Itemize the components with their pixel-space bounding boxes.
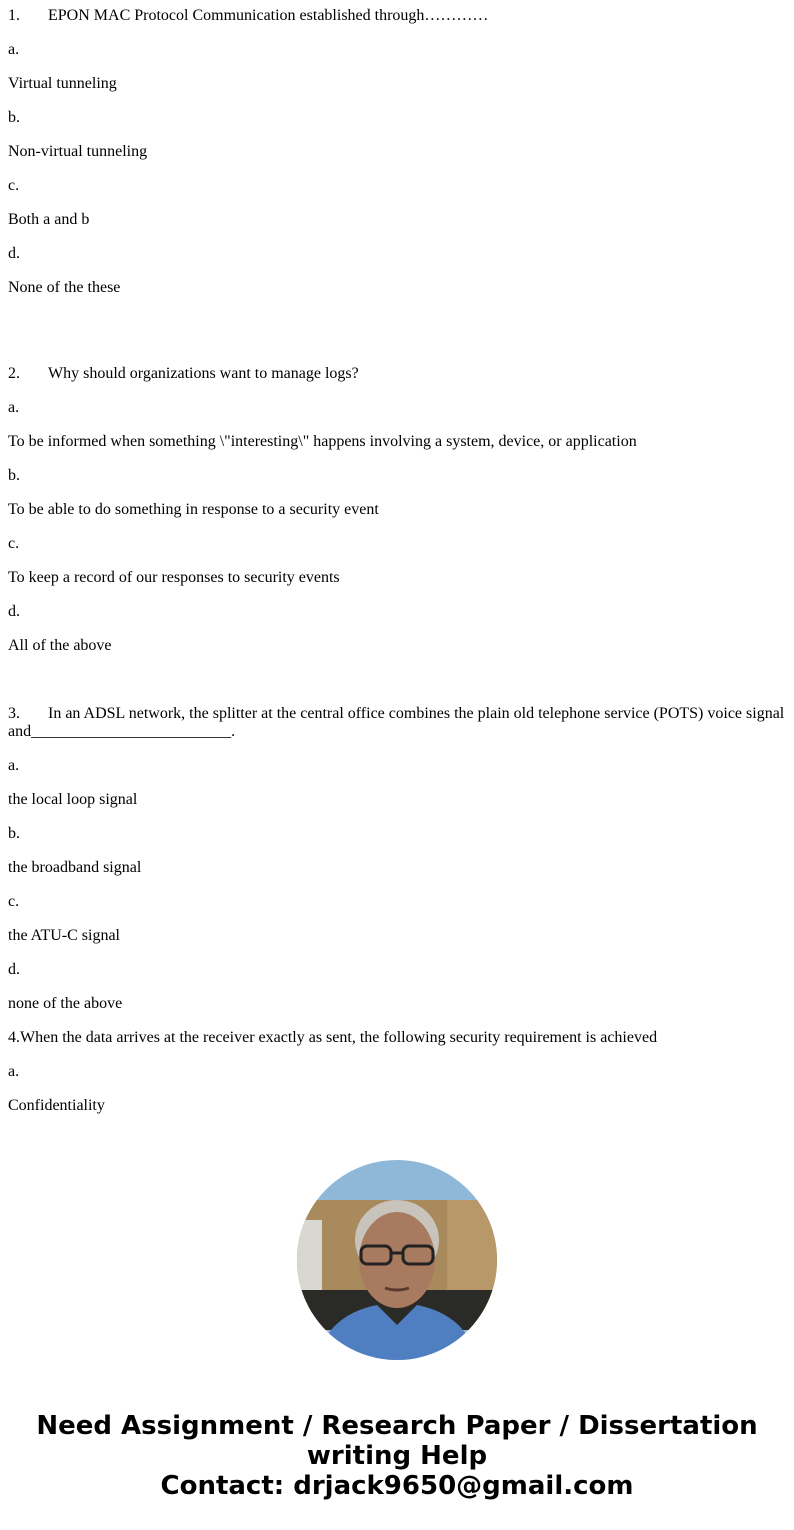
option-text: To keep a record of our responses to security events	[8, 569, 340, 586]
promo-contact: Contact: drjack9650@gmail.com	[160, 1471, 634, 1501]
option-text: None of the these	[8, 279, 121, 296]
spacer	[8, 313, 786, 365]
contact-banner	[0, 1411, 794, 1501]
quiz-document	[0, 7, 794, 1115]
question-number: 3.	[8, 705, 20, 722]
question-3	[8, 705, 786, 741]
option-text: All of the above	[8, 637, 112, 654]
question-text: In an ADSL network, the splitter at the central office combines the plain old telephone service (POTS) voice signal and_________________________.	[8, 705, 785, 740]
question-text: When the data arrives at the receiver exactly as sent, the following security requirement is achieved	[20, 1029, 658, 1046]
option-letter: b.	[8, 825, 20, 842]
question-1	[8, 7, 786, 25]
spacer	[8, 671, 786, 705]
option-text: the ATU-C signal	[8, 927, 120, 944]
option-text: Both a and b	[8, 211, 90, 228]
question-2	[8, 365, 786, 383]
question-number: 1.	[8, 7, 20, 24]
option-letter: b.	[8, 109, 20, 126]
option-letter: c.	[8, 177, 20, 194]
option-letter: a.	[8, 757, 20, 774]
option-letter: c.	[8, 893, 20, 910]
option-text: To be informed when something \"interesting\" happens involving a system, device, or application	[8, 433, 637, 450]
option-letter: d.	[8, 603, 20, 620]
promo-line-2: writing Help	[306, 1441, 488, 1471]
option-letter: a.	[8, 41, 20, 58]
option-letter: d.	[8, 245, 20, 262]
option-letter: b.	[8, 467, 20, 484]
question-text: EPON MAC Protocol Communication established through…………	[48, 7, 489, 24]
author-photo	[297, 1160, 497, 1360]
option-text: the local loop signal	[8, 791, 138, 808]
question-4	[8, 1029, 786, 1047]
option-text: Confidentiality	[8, 1097, 105, 1114]
option-letter: c.	[8, 535, 20, 552]
option-text: Non-virtual tunneling	[8, 143, 148, 160]
option-letter: d.	[8, 961, 20, 978]
option-letter: a.	[8, 399, 20, 416]
option-text: the broadband signal	[8, 859, 142, 876]
question-text: Why should organizations want to manage logs?	[48, 365, 359, 382]
option-text: To be able to do something in response to a security event	[8, 501, 379, 518]
question-number: 2.	[8, 365, 20, 382]
promo-line-1: Need Assignment / Research Paper / Dissertation	[36, 1411, 758, 1441]
option-letter: a.	[8, 1063, 20, 1080]
question-number: 4.	[8, 1029, 20, 1046]
option-text: Virtual tunneling	[8, 75, 117, 92]
option-text: none of the above	[8, 995, 123, 1012]
